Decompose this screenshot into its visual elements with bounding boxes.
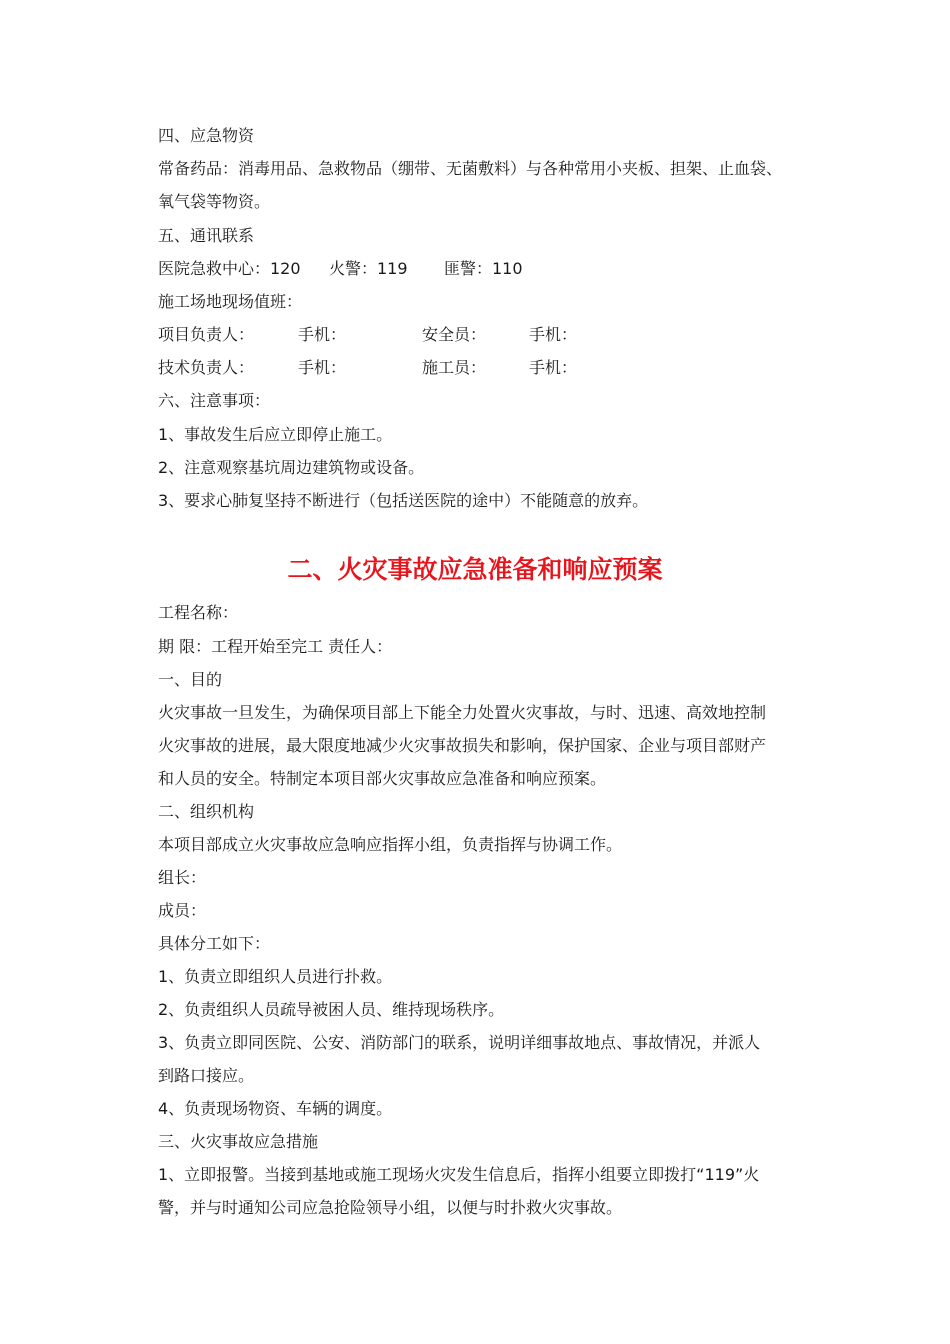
- duty-item-continuation: 到路口接应。: [158, 1066, 255, 1085]
- chapter-title: 二、火灾事故应急准备和响应预案: [287, 555, 663, 584]
- duty-phone-label: 手机：: [298, 358, 347, 377]
- section-heading-notes: 六、注意事项：: [158, 391, 271, 410]
- duty-item: 1、负责立即组织人员进行扑救。: [158, 967, 393, 986]
- duty-item: 4、负责现场物资、车辆的调度。: [158, 1099, 393, 1118]
- note-item: 2、注意观察基坑周边建筑物或设备。: [158, 458, 425, 477]
- period-line: 期 限：工程开始至完工 责任人：: [158, 637, 393, 656]
- contact-police: 匪警：110: [444, 259, 523, 278]
- paragraph-line: 火灾事故的进展，最大限度地减少火灾事故损失和影响，保护国家、企业与项目部财产: [158, 736, 767, 755]
- leader-label: 组长：: [158, 868, 207, 887]
- section-heading-materials: 四、应急物资: [158, 126, 255, 145]
- contact-hospital: 医院急救中心：120: [158, 259, 301, 278]
- contact-fire: 火警：119: [329, 259, 408, 278]
- measure-item: 1、立即报警。当接到基地或施工现场火灾发生信息后，指挥小组要立即拨打“119”火: [158, 1165, 760, 1184]
- duty-role-label: 安全员：: [422, 325, 487, 344]
- duty-phone-label: 手机：: [529, 325, 578, 344]
- note-item: 1、事故发生后应立即停止施工。: [158, 425, 393, 444]
- duty-role-label: 项目负责人：: [158, 325, 255, 344]
- duty-item: 2、负责组织人员疏导被困人员、维持现场秩序。: [158, 1000, 505, 1019]
- duty-phone-label: 手机：: [529, 358, 578, 377]
- duty-role-label: 施工员：: [422, 358, 487, 377]
- members-label: 成员：: [158, 901, 207, 920]
- section-heading-measures: 三、火灾事故应急措施: [158, 1132, 319, 1151]
- paragraph-line: 氧气袋等物资。: [158, 192, 271, 211]
- onsite-duty-label: 施工场地现场值班：: [158, 292, 303, 311]
- duty-role-label: 技术负责人：: [158, 358, 255, 377]
- paragraph-line: 火灾事故一旦发生，为确保项目部上下能全力处置火灾事故，与时、迅速、高效地控制: [158, 703, 767, 722]
- paragraph-line: 常备药品：消毒用品、急救物品（绷带、无菌敷料）与各种常用小夹板、担架、止血袋、: [158, 159, 783, 178]
- paragraph-line: 和人员的安全。特制定本项目部火灾事故应急准备和响应预案。: [158, 769, 607, 788]
- project-name-label: 工程名称：: [158, 603, 239, 622]
- division-label: 具体分工如下：: [158, 934, 271, 953]
- measure-item-continuation: 警，并与时通知公司应急抢险领导小组，以便与时扑救火灾事故。: [158, 1198, 623, 1217]
- section-heading-organization: 二、组织机构: [158, 802, 255, 821]
- duty-item: 3、负责立即同医院、公安、消防部门的联系，说明详细事故地点、事故情况，并派人: [158, 1033, 761, 1052]
- section-heading-contacts: 五、通讯联系: [158, 226, 255, 245]
- duty-phone-label: 手机：: [298, 325, 347, 344]
- note-item: 3、要求心肺复坚持不断进行（包括送医院的途中）不能随意的放弃。: [158, 491, 649, 510]
- section-heading-purpose: 一、目的: [158, 670, 223, 689]
- paragraph-line: 本项目部成立火灾事故应急响应指挥小组，负责指挥与协调工作。: [158, 835, 623, 854]
